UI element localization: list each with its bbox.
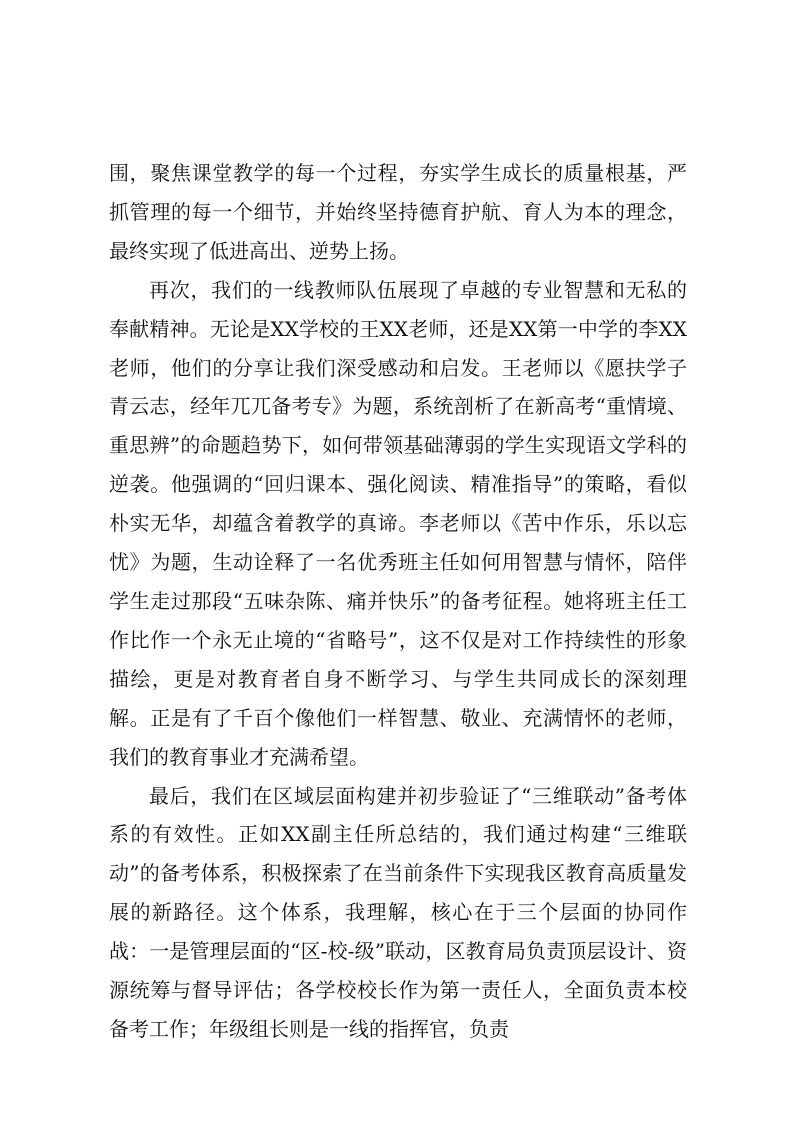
paragraph-continuation: 围，聚焦课堂教学的每一个过程，夯实学生成长的质量根基，严抓管理的每一个细节，并始终坚持德育护航、育人为本的理念，最终实现了低进高出、逆势上扬。 xyxy=(109,161,687,263)
body-text xyxy=(109,154,687,1049)
paragraph-teachers: 再次，我们的一线教师队伍展现了卓越的专业智慧和无私的奉献精神。无论是XX学校的王XX老师，还是XX第一中学的李XX老师，他们的分享让我们深受感动和启发。王老师以《愿扶学子青云志，经年兀兀备考专》为题，系统剖析了在新高考“重情境、重思辨”的命题趋势下，如何带领基础薄弱的学生实现语文学科的逆袭。他强调的“回归课本、强化阅读、精准指导”的策略，看似朴实无华，却蕴含着教学的真谛。李老师以《苦中作乐，乐以忘忧》为题，生动诠释了一名优秀班主任如何用智慧与情怀，陪伴学生走过那段“五味杂陈、痛并快乐”的备考征程。她将班主任工作比作一个永无止境的“省略号”，这不仅是对工作持续性的形象描绘，更是对教育者自身不断学习、与学生共同成长的深刻理解。正是有了千百个像他们一样智慧、敬业、充满情怀的老师，我们的教育事业才充满希望。 xyxy=(109,277,687,769)
paragraph-system: 最后，我们在区域层面构建并初步验证了“三维联动”备考体系的有效性。正如XX副主任所总结的，我们通过构建“三维联动”的备考体系，积极探索了在当前条件下实现我区教育高质量发展的新路径。这个体系，我理解，核心在于三个层面的协同作战：一是管理层面的“区-校-级”联动，区教育局负责顶层设计、资源统筹与督导评估；各学校校长作为第一责任人，全面负责本校备考工作；年级组长则是一线的指挥官，负责 xyxy=(109,783,687,1041)
